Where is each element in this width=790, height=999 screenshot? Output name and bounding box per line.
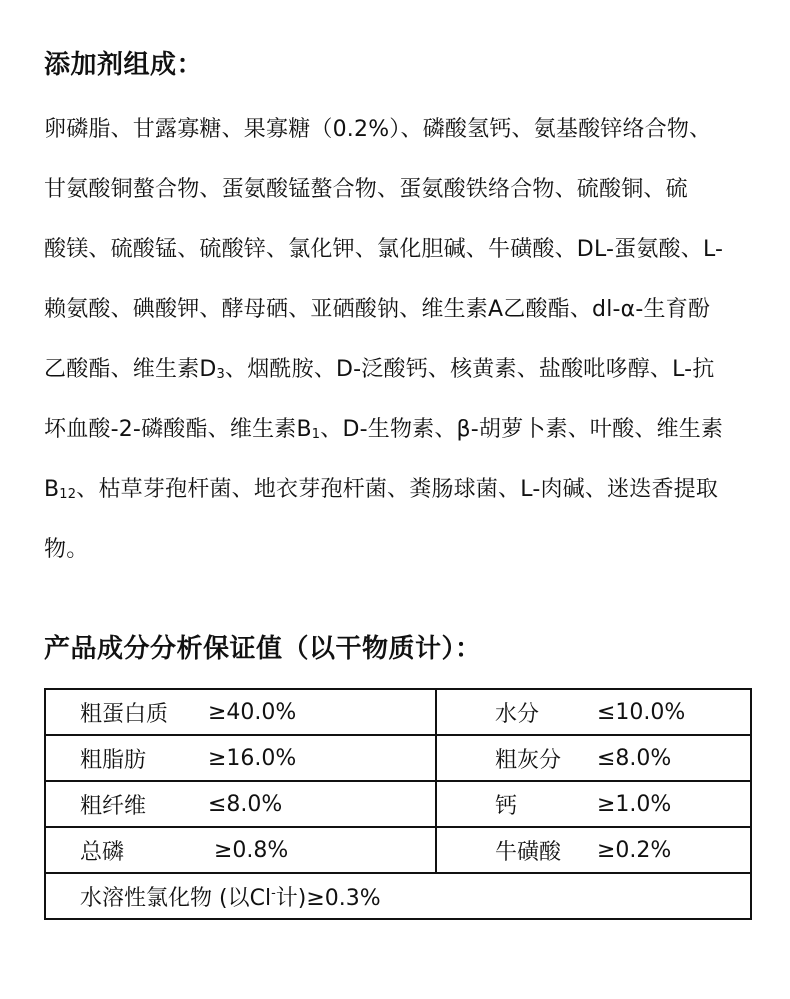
row-label: 钙	[495, 793, 518, 819]
composition-line-5	[44, 352, 715, 383]
composition-line-8: 物。	[44, 537, 89, 562]
table-cell	[436, 689, 751, 735]
composition-line-7	[44, 472, 718, 503]
row-value: ≤10.0%	[597, 699, 686, 725]
composition-line-1: 卵磷脂、甘露寡糖、果寡糖（0.2%）、磷酸氢钙、氨基酸锌络合物、	[44, 117, 712, 142]
composition-line-2: 甘氨酸铜螯合物、蛋氨酸锰螯合物、蛋氨酸铁络合物、硫酸铜、硫	[44, 177, 688, 202]
footer-text-suffix: 计)≥0.3%	[275, 885, 381, 911]
composition-line-4: 赖氨酸、碘酸钾、酵母硒、亚硒酸钠、维生素A乙酸酯、dl-α-生育酚	[44, 297, 711, 322]
table-cell	[45, 781, 436, 827]
composition-line-6-text-a: 坏血酸-2-磷酸酯、维生素B	[44, 417, 312, 442]
table-cell	[45, 689, 436, 735]
composition-line-5-text-b: 、烟酰胺、D-泛酸钙、核黄素、盐酸吡哆醇、L-抗	[225, 357, 715, 382]
row-value: ≥16.0%	[208, 745, 297, 771]
row-label: 牛磺酸	[495, 839, 562, 865]
vitamin-b1-subscript: 1	[311, 427, 321, 442]
table-row	[45, 735, 751, 781]
row-label: 粗脂肪	[80, 747, 147, 773]
table-cell	[436, 827, 751, 873]
vitamin-b12-subscript: 12	[59, 487, 77, 502]
composition-line-6	[44, 412, 723, 443]
row-value: ≥0.2%	[597, 837, 672, 863]
analysis-table	[44, 688, 752, 920]
table-row	[45, 781, 751, 827]
table-cell	[45, 735, 436, 781]
table-cell	[436, 781, 751, 827]
analysis-heading: 产品成分分析保证值（以干物质计）：	[44, 634, 482, 664]
composition-line-6-text-b: 、D-生物素、β-胡萝卜素、叶酸、维生素	[320, 417, 724, 442]
composition-line-7-text-a: B	[44, 477, 60, 502]
table-cell	[45, 827, 436, 873]
row-value: ≥40.0%	[208, 699, 297, 725]
table-cell	[436, 735, 751, 781]
composition-line-3: 酸镁、硫酸锰、硫酸锌、氯化钾、氯化胆碱、牛磺酸、DL-蛋氨酸、L-	[44, 237, 724, 262]
row-label: 粗蛋白质	[80, 701, 169, 727]
row-value: ≤8.0%	[597, 745, 672, 771]
row-value: ≥0.8%	[214, 837, 289, 863]
table-row	[45, 689, 751, 735]
composition-heading: 添加剂组成：	[44, 50, 204, 80]
table-row	[45, 873, 751, 919]
row-label: 总磷	[80, 839, 125, 865]
footer-text-prefix: 水溶性氯化物 (以Cl	[80, 885, 272, 911]
table-row	[45, 827, 751, 873]
row-label: 水分	[495, 701, 540, 727]
row-value: ≥1.0%	[597, 791, 672, 817]
row-label: 粗纤维	[80, 793, 147, 819]
table-footer-cell	[45, 873, 751, 919]
composition-line-5-text-a: 乙酸酯、维生素D	[44, 357, 217, 382]
row-value: ≤8.0%	[208, 791, 283, 817]
row-label: 粗灰分	[495, 747, 562, 773]
vitamin-d3-subscript: 3	[216, 367, 226, 382]
composition-line-7-text-b: 、枯草芽孢杆菌、地衣芽孢杆菌、粪肠球菌、L-肉碱、迷迭香提取	[76, 477, 719, 502]
chloride-superscript: -	[271, 885, 276, 901]
